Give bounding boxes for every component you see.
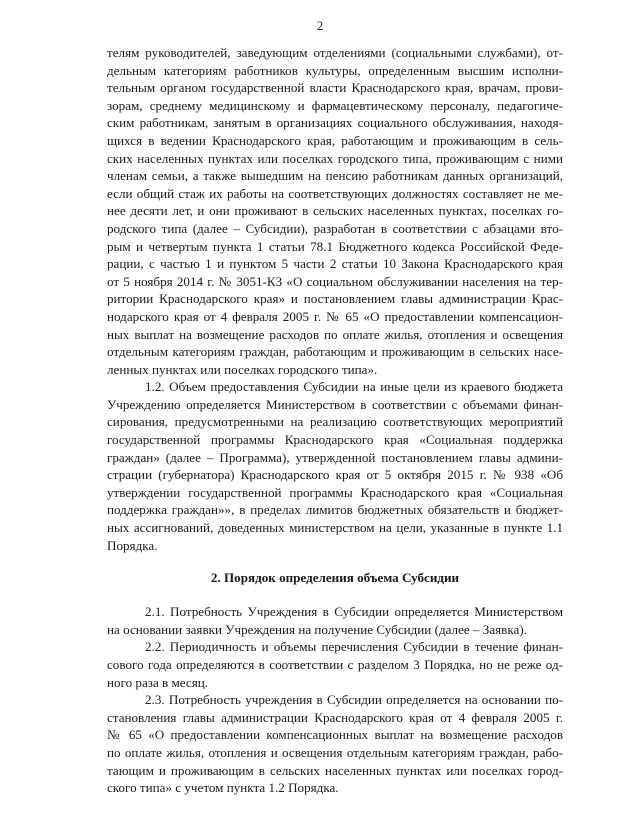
- document-body: [107, 44, 563, 797]
- text-line: членам семьи, а также вышедшим на пенсию работникам данных организаций,: [107, 168, 563, 184]
- text-line: рации, с частью 1 и пунктом 5 части 2 статьи 10 Закона Краснодарского края: [107, 256, 563, 272]
- text-line: дельным категориям работников культуры, определенным высшим исполни-: [107, 62, 563, 78]
- text-line: 1.2. Объем предоставления Субсидии на иные цели из краевого бюджета: [145, 379, 563, 395]
- text-line: 2.2. Периодичность и объемы перечисления Субсидии в течение финан-: [145, 639, 563, 655]
- page-number: 2: [316, 18, 324, 33]
- paragraph-2-3: [107, 691, 563, 797]
- paragraph-2-2: [107, 638, 563, 691]
- text-line: утверждении государственной программы Краснодарского края «Социальная: [107, 484, 563, 500]
- text-line: поддержка граждан»», в пределах лимитов бюджетных обязательств и бюджет-: [107, 502, 563, 518]
- section-heading: 2. Порядок определения объема Субсидии: [210, 570, 460, 586]
- text-line: сирования, предусмотренными на реализацию соответствующих мероприятий: [107, 414, 563, 430]
- text-line: зорам, среднему медицинскому и фармацевтическому персоналу, педагогиче-: [107, 97, 563, 113]
- text-line: Порядка.: [107, 537, 158, 553]
- text-line: сового года определяются в соответствии с разделом 3 Порядка, но не реже од-: [107, 657, 563, 672]
- text-line: 2.3. Потребность учреждения в Субсидии определяется на основании по-: [145, 692, 563, 708]
- text-line: если общий стаж их работы на соответствующих должностях составляет не ме-: [107, 185, 563, 201]
- text-line: нодарского края от 4 февраля 2005 г. № 65 «О предоставлении компенсацион-: [107, 308, 563, 324]
- text-line: ритории Краснодарского края» и постановлением главы администрации Крас-: [107, 291, 563, 307]
- text-line: 2.1. Потребность Учреждения в Субсидии определяется Министерством: [145, 604, 563, 620]
- text-line: ских населенных пунктах или поселках городского типа, проживающим с ними: [107, 150, 563, 166]
- text-line: ного раза в месяц.: [107, 674, 209, 690]
- text-line: граждан» (далее – Программа), утвержденной постановлением главы админи-: [107, 449, 563, 465]
- text-line: ленных пунктах или поселках городского типа».: [107, 361, 378, 377]
- text-line: государственной программы Краснодарского края «Социальная поддержка: [107, 432, 563, 448]
- text-line: родского типа (далее – Субсидии), разработан в соответствии с абзацами вто-: [107, 220, 563, 236]
- paragraph-2-1: [107, 603, 563, 638]
- text-line: становления главы администрации Краснодарского края от 4 февраля 2005 г.: [107, 709, 563, 725]
- text-line: щихся в ведении Краснодарского края, работающим и проживающим в сель-: [107, 132, 563, 148]
- text-line: Учреждению определяется Министерством в соответствии с объемами финан-: [107, 396, 563, 412]
- text-line: по оплате жилья, отопления и освещения отдельным категориям граждан, рабо-: [107, 744, 563, 760]
- text-line: на основании заявки Учреждения на получение Субсидии (далее – Заявка).: [107, 621, 527, 637]
- text-line: телям руководителей, заведующим отделениями (социальными службами), от-: [107, 45, 563, 60]
- paragraph-1-2: [107, 378, 563, 554]
- text-line: тельным органом государственной власти Краснодарского края, врачам, прови-: [107, 80, 563, 96]
- text-line: № 65 «О предоставлении компенсационных выплат на возмещение расходов: [107, 727, 563, 743]
- text-line: ского типа» с учетом пункта 1.2 Порядка.: [107, 780, 339, 796]
- text-line: отдельным категориям граждан, работающим и проживающим в сельских насе-: [107, 344, 563, 360]
- text-line: страции (губернатора) Краснодарского края от 5 октября 2015 г. № 938 «Об: [107, 467, 563, 483]
- text-line: от 5 ноября 2014 г. № 3051-КЗ «О социальном обслуживании населения на тер-: [107, 273, 563, 289]
- text-line: ных ассигнований, доведенных министерством на цели, указанные в пункте 1.1: [107, 520, 563, 536]
- text-line: ским работникам, занятым в организациях социального обслуживания, находя-: [107, 115, 563, 131]
- text-line: тающим и проживающим в сельских населенных пунктах или поселках город-: [107, 762, 563, 778]
- paragraph-intro: [107, 44, 563, 378]
- text-line: ных выплат на возмещение расходов по оплате жилья, отопления и освещения: [107, 326, 563, 342]
- text-line: нее десяти лет, и они проживают в сельских населенных пунктах, поселках го-: [107, 203, 563, 219]
- text-line: рым и четвертым пункта 1 статьи 78.1 Бюджетного кодекса Российской Феде-: [107, 238, 563, 254]
